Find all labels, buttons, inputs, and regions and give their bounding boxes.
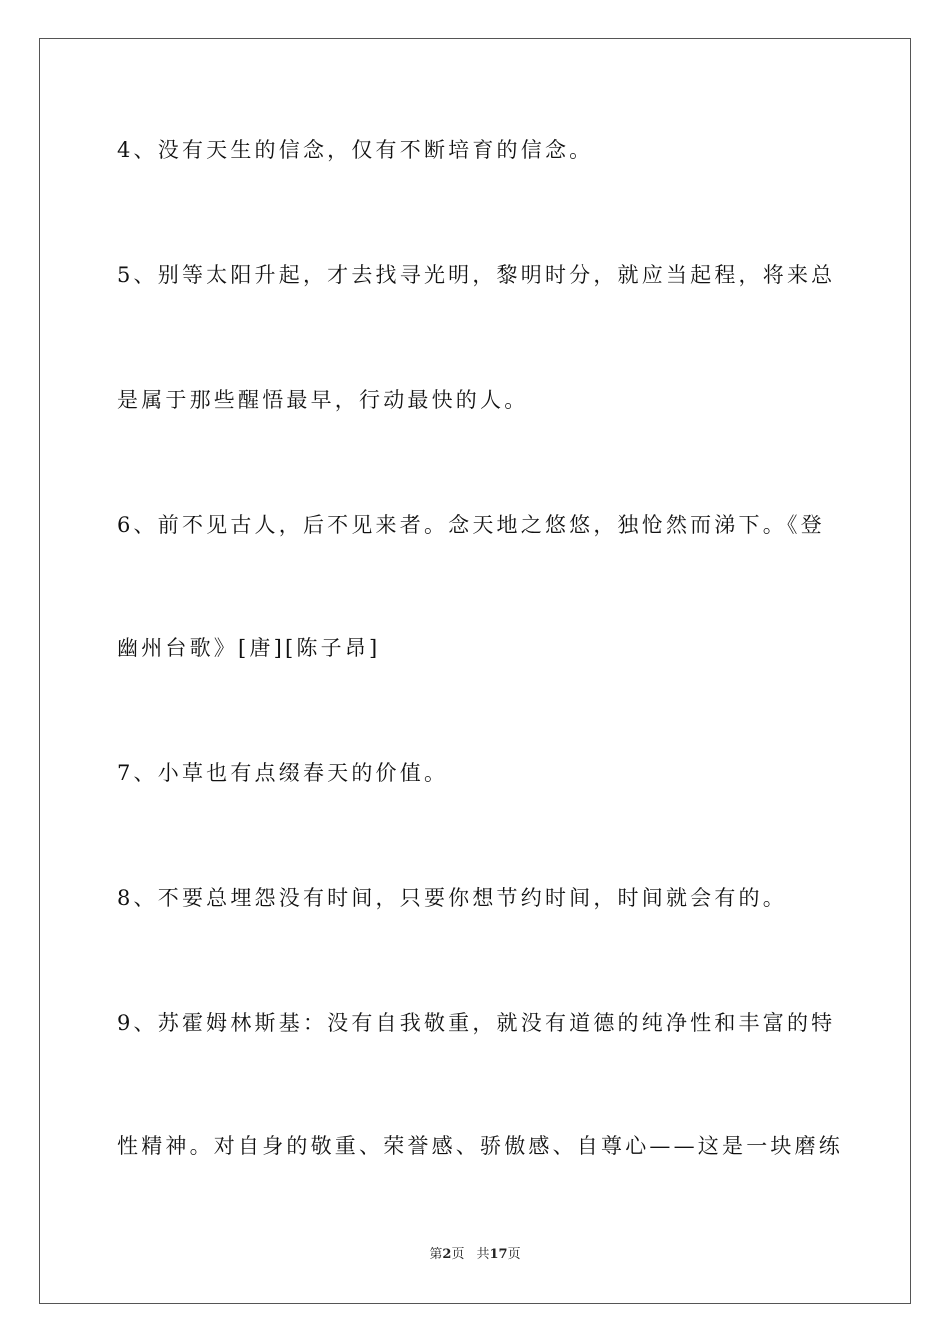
footer-total-number: 17 [489,1247,508,1262]
text-line-4: 6、前不见古人，后不见来者。念天地之悠悠，独怆然而涕下。《登 [117,513,825,537]
page-border [39,38,911,1304]
footer-page-number: 2 [442,1247,452,1262]
footer-total-prefix: 共 [476,1247,490,1262]
footer-page-suffix: 页 [451,1247,465,1262]
footer-page-prefix: 第 [429,1247,443,1262]
text-line-7: 8、不要总埋怨没有时间，只要你想节约时间，时间就会有的。 [117,886,787,910]
text-line-2: 5、别等太阳升起，才去找寻光明，黎明时分，就应当起程，将来总 [117,263,836,287]
text-line-1: 4、没有天生的信念，仅有不断培育的信念。 [117,138,594,162]
footer-total-suffix: 页 [507,1247,521,1262]
text-line-9: 性精神。对自身的敬重、荣誉感、骄傲感、自尊心——这是一块磨练 [117,1134,843,1158]
text-line-3: 是属于那些醒悟最早，行动最快的人。 [117,388,529,412]
text-line-6: 7、小草也有点缀春天的价值。 [117,761,449,785]
text-line-5: 幽州台歌》[唐][陈子昂] [117,636,381,660]
text-line-8: 9、苏霍姆林斯基：没有自我敬重，就没有道德的纯净性和丰富的特 [117,1011,836,1035]
page-footer [0,1246,950,1264]
